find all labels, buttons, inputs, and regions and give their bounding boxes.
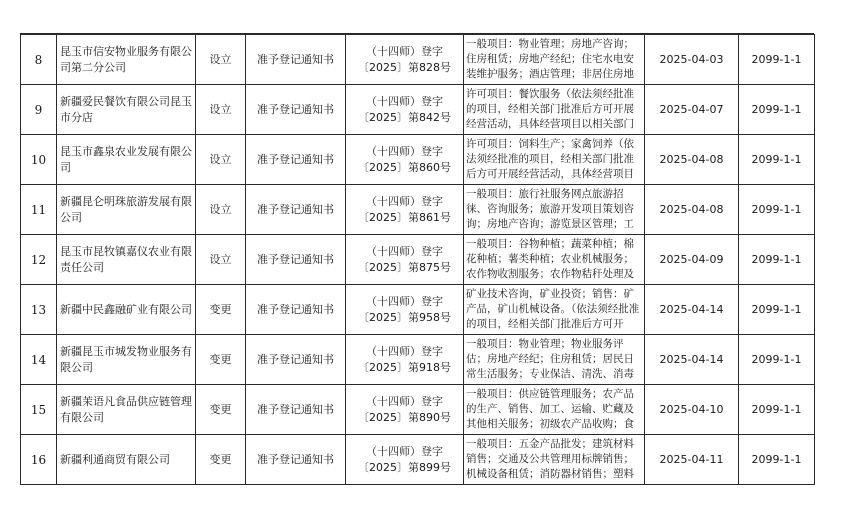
document-type: 准予登记通知书 xyxy=(246,85,346,135)
table-body xyxy=(21,35,815,485)
business-scope-cell xyxy=(464,185,645,235)
table-row xyxy=(21,35,815,85)
company-name: 新疆中民鑫融矿业有限公司 xyxy=(57,285,196,335)
business-scope: 一般项目：物业管理；物业服务评估；房地产经纪；住房租赁；居民日常生活服务；专业保洁、清洗、消毒 xyxy=(466,338,634,380)
business-scope-cell xyxy=(464,285,645,335)
table-row xyxy=(21,135,815,185)
expiry-date: 2099-1-1 xyxy=(739,385,815,435)
document-reference: （十四师）登字〔2025〕第875号 xyxy=(346,235,464,285)
expiry-date: 2099-1-1 xyxy=(739,335,815,385)
registration-date: 2025-04-08 xyxy=(645,135,739,185)
table-row xyxy=(21,285,815,335)
expiry-date: 2099-1-1 xyxy=(739,285,815,335)
registration-type: 设立 xyxy=(196,135,246,185)
registration-date: 2025-04-03 xyxy=(645,35,739,85)
expiry-date: 2099-1-1 xyxy=(739,435,815,485)
business-scope: 一般项目：旅行社服务网点旅游招徕、咨询服务；旅游开发项目策划咨询；房地产咨询；游览景区管理；工 xyxy=(466,188,634,230)
document-type: 准予登记通知书 xyxy=(246,235,346,285)
company-name: 新疆昆仑明珠旅游发展有限公司 xyxy=(57,185,196,235)
business-scope: 许可项目：饲料生产；家禽饲养（依法须经批准的项目，经相关部门批准后方可开展经营活动，具体经营项目 xyxy=(466,138,634,180)
registration-type: 变更 xyxy=(196,435,246,485)
company-name: 昆玉市鑫泉农业发展有限公司 xyxy=(57,135,196,185)
document-reference: （十四师）登字〔2025〕第860号 xyxy=(346,135,464,185)
expiry-date: 2099-1-1 xyxy=(739,185,815,235)
registration-date: 2025-04-08 xyxy=(645,185,739,235)
table-row xyxy=(21,335,815,385)
registration-type: 设立 xyxy=(196,185,246,235)
business-scope-cell xyxy=(464,135,645,185)
registration-date: 2025-04-11 xyxy=(645,435,739,485)
registration-type: 设立 xyxy=(196,35,246,85)
table-row xyxy=(21,435,815,485)
table-row xyxy=(21,385,815,435)
business-scope-cell xyxy=(464,385,645,435)
document-reference: （十四师）登字〔2025〕第890号 xyxy=(346,385,464,435)
expiry-date: 2099-1-1 xyxy=(739,235,815,285)
document-reference: （十四师）登字〔2025〕第958号 xyxy=(346,285,464,335)
registration-type: 变更 xyxy=(196,385,246,435)
document-reference: （十四师）登字〔2025〕第918号 xyxy=(346,335,464,385)
row-number: 13 xyxy=(21,285,57,335)
business-scope-cell xyxy=(464,335,645,385)
document-type: 准予登记通知书 xyxy=(246,35,346,85)
row-number: 16 xyxy=(21,435,57,485)
registration-date: 2025-04-10 xyxy=(645,385,739,435)
business-scope-cell xyxy=(464,235,645,285)
registration-date: 2025-04-14 xyxy=(645,285,739,335)
registration-type: 设立 xyxy=(196,235,246,285)
document-type: 准予登记通知书 xyxy=(246,335,346,385)
registration-table xyxy=(20,34,815,485)
document-reference: （十四师）登字〔2025〕第861号 xyxy=(346,185,464,235)
expiry-date: 2099-1-1 xyxy=(739,85,815,135)
document-type: 准予登记通知书 xyxy=(246,185,346,235)
document-reference: （十四师）登字〔2025〕第828号 xyxy=(346,35,464,85)
business-scope: 一般项目：五金产品批发；建筑材料销售；交通及公共管理用标牌销售；机械设备租赁；消防器材销售；塑料 xyxy=(466,438,634,480)
company-name: 昆玉市昆牧镇嘉仪农业有限责任公司 xyxy=(57,235,196,285)
document-type: 准予登记通知书 xyxy=(246,435,346,485)
registration-date: 2025-04-07 xyxy=(645,85,739,135)
business-scope: 一般项目：供应链管理服务；农产品的生产、销售、加工、运输、贮藏及其他相关服务；初级农产品收购；食 xyxy=(466,388,634,430)
business-scope: 一般项目：谷物种植；蔬菜种植；棉花种植；薯类种植；农业机械服务；农作物收割服务；农作物秸秆处理及 xyxy=(466,238,634,280)
registration-table-container xyxy=(20,34,815,485)
registration-date: 2025-04-09 xyxy=(645,235,739,285)
company-name: 昆玉市信安物业服务有限公司第二分公司 xyxy=(57,35,196,85)
document-type: 准予登记通知书 xyxy=(246,135,346,185)
company-name: 新疆茉语凡食品供应链管理有限公司 xyxy=(57,385,196,435)
registration-date: 2025-04-14 xyxy=(645,335,739,385)
table-row xyxy=(21,235,815,285)
expiry-date: 2099-1-1 xyxy=(739,35,815,85)
company-name: 新疆昆玉市城发物业服务有限公司 xyxy=(57,335,196,385)
row-number: 11 xyxy=(21,185,57,235)
row-number: 9 xyxy=(21,85,57,135)
row-number: 12 xyxy=(21,235,57,285)
row-number: 14 xyxy=(21,335,57,385)
business-scope: 矿业技术咨询，矿业投资；销售：矿产品，矿山机械设备。（依法须经批准的项目，经相关部门批准后方可开 xyxy=(466,288,640,330)
row-number: 15 xyxy=(21,385,57,435)
row-number: 8 xyxy=(21,35,57,85)
registration-type: 变更 xyxy=(196,335,246,385)
expiry-date: 2099-1-1 xyxy=(739,135,815,185)
document-reference: （十四师）登字〔2025〕第842号 xyxy=(346,85,464,135)
table-row xyxy=(21,185,815,235)
registration-type: 设立 xyxy=(196,85,246,135)
business-scope: 许可项目：餐饮服务（依法须经批准的项目，经相关部门批准后方可开展经营活动，具体经营项目以相关部门 xyxy=(466,88,634,130)
business-scope: 一般项目：物业管理；房地产咨询；住房租赁；房地产经纪；住宅水电安装维护服务；酒店管理；非居住房地 xyxy=(466,38,634,80)
registration-type: 变更 xyxy=(196,285,246,335)
document-reference: （十四师）登字〔2025〕第899号 xyxy=(346,435,464,485)
row-number: 10 xyxy=(21,135,57,185)
company-name: 新疆爱民餐饮有限公司昆玉市分店 xyxy=(57,85,196,135)
document-type: 准予登记通知书 xyxy=(246,285,346,335)
company-name: 新疆利通商贸有限公司 xyxy=(57,435,196,485)
document-type: 准予登记通知书 xyxy=(246,385,346,435)
business-scope-cell xyxy=(464,35,645,85)
table-row xyxy=(21,85,815,135)
business-scope-cell xyxy=(464,435,645,485)
business-scope-cell xyxy=(464,85,645,135)
